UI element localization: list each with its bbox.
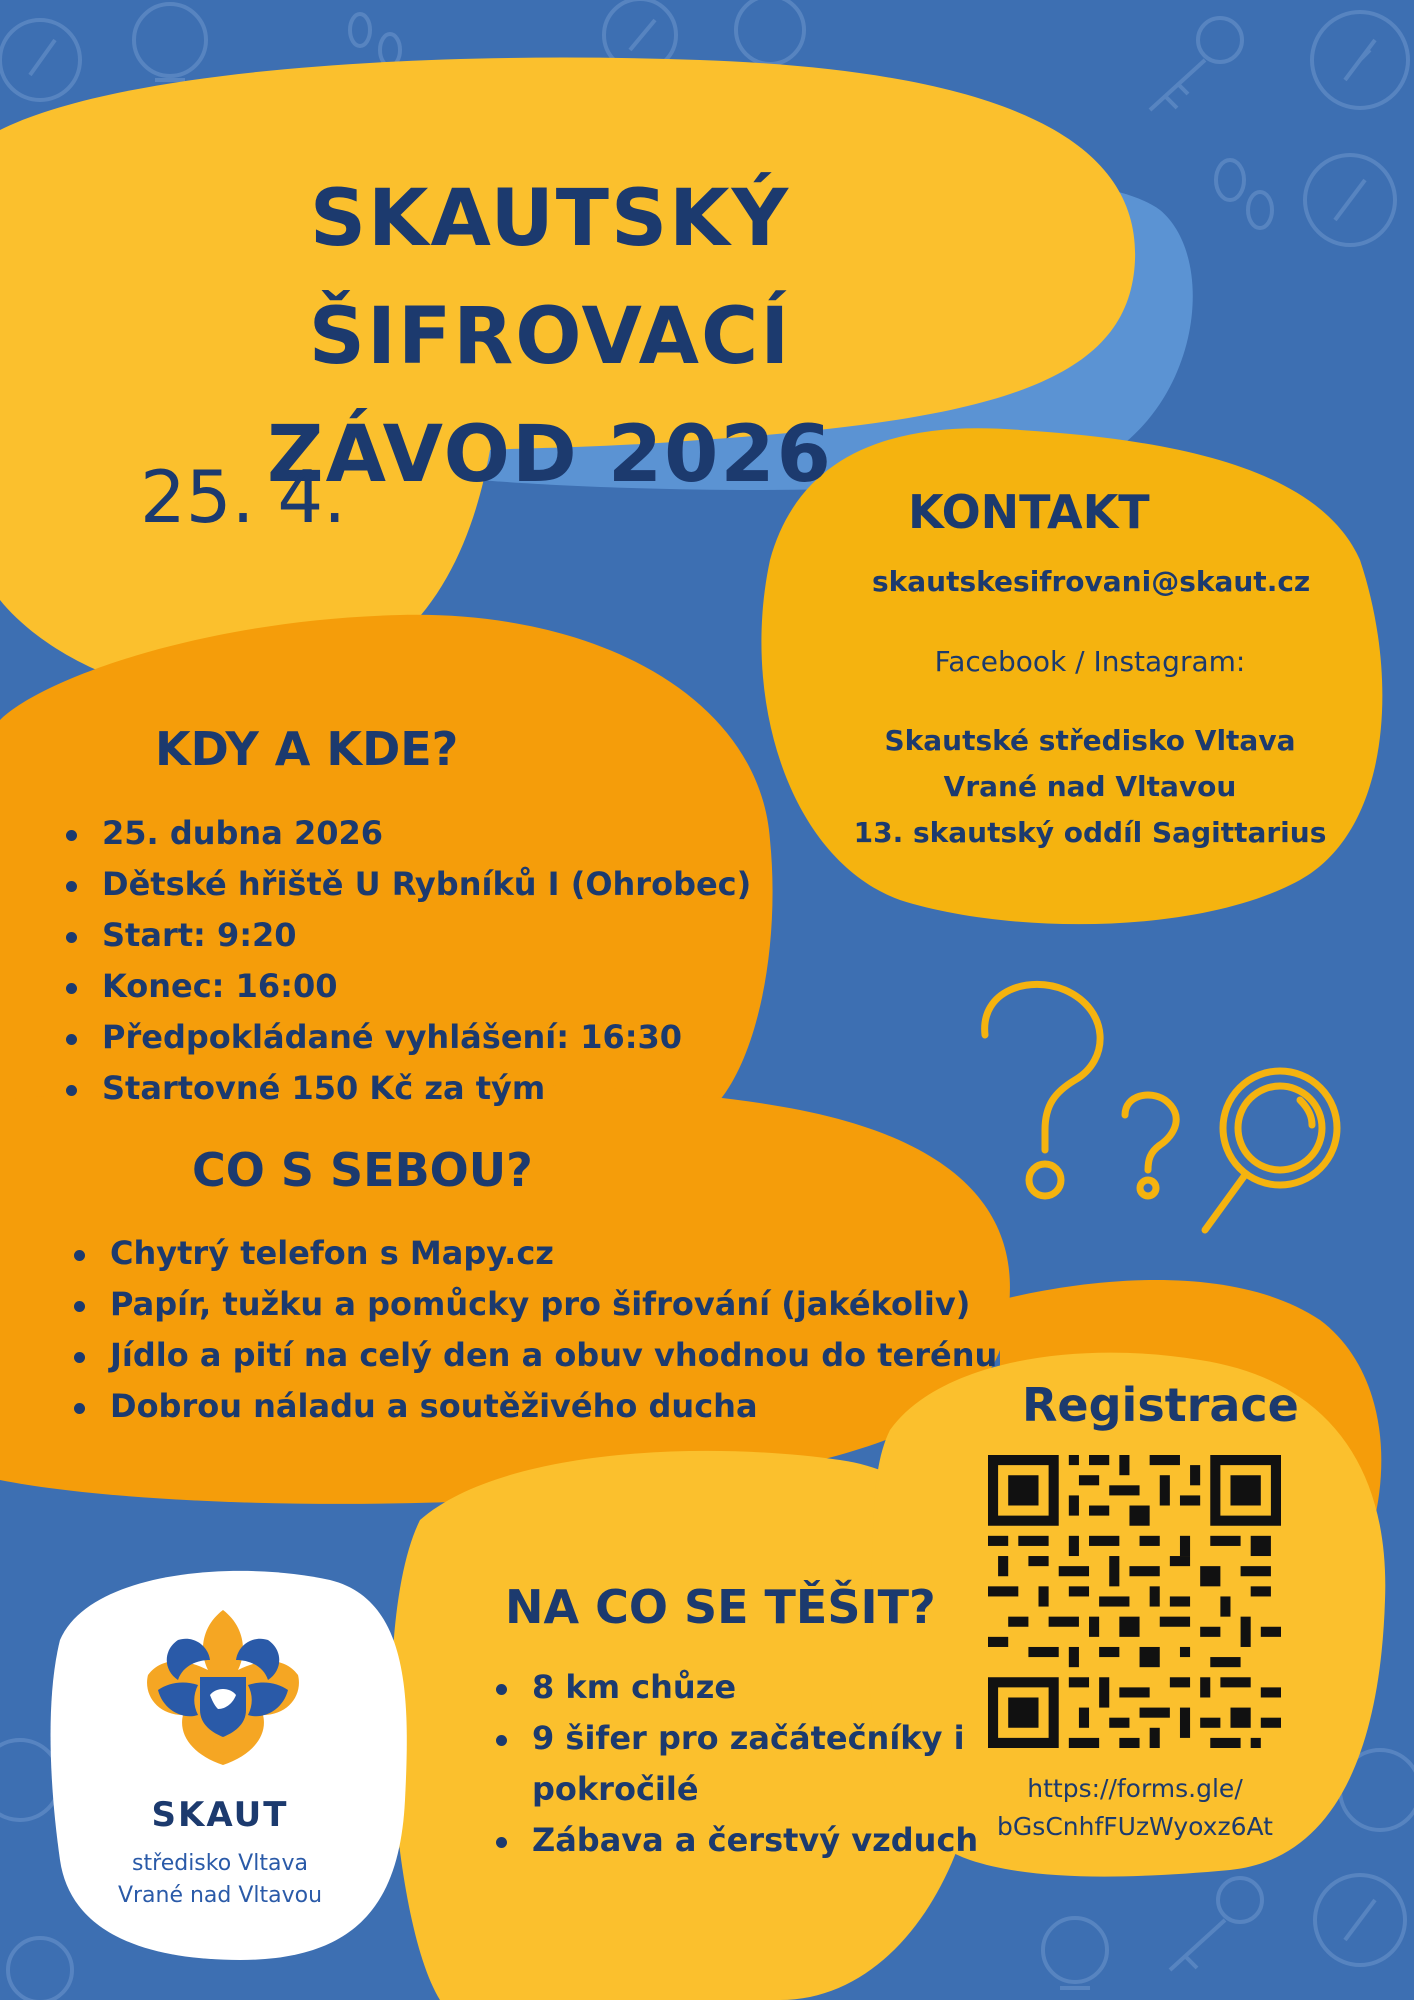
bring-list — [70, 1228, 997, 1432]
contact-heading: KONTAKT — [908, 485, 1150, 539]
question-mark-icon — [985, 984, 1100, 1196]
logo-subtitle-line-2: Vrané nad Vltavou — [117, 1883, 323, 1908]
question-mark-icon — [1125, 1095, 1176, 1196]
contact-email[interactable]: skautskesifrovani@skaut.cz — [872, 565, 1311, 598]
list-item: Konec: 16:00 — [62, 961, 751, 1012]
looking-forward-list — [492, 1662, 978, 1866]
contact-line: Vrané nad Vltavou — [943, 770, 1237, 803]
list-item: Zábava a čerstvý vzduch — [492, 1815, 978, 1866]
contact-lines — [820, 718, 1360, 856]
registration-heading: Registrace — [1022, 1378, 1299, 1432]
list-item: Startovné 150 Kč za tým — [62, 1063, 751, 1114]
contact-line: Skautské středisko Vltava — [884, 724, 1296, 757]
when-where-list — [62, 808, 751, 1114]
list-item: Papír, tužku a pomůcky pro šifrování (jakékoliv) — [70, 1279, 997, 1330]
magnifier-icon — [1205, 1071, 1337, 1230]
registration-url-line-1[interactable]: https://forms.gle/ — [1027, 1774, 1243, 1803]
registration-url[interactable] — [970, 1770, 1300, 1846]
title-line-2: ZÁVOD 2026 — [267, 410, 833, 500]
list-item-continued: pokročilé — [532, 1770, 699, 1808]
list-item: 9 šifer pro začátečníky i — [492, 1713, 978, 1764]
list-item: 8 km chůze — [492, 1662, 978, 1713]
list-item: Jídlo a pití na celý den a obuv vhodnou do terénu — [70, 1330, 997, 1381]
event-date: 25. 4. — [140, 455, 347, 539]
qr-code[interactable] — [988, 1455, 1281, 1748]
looking-forward-heading: NA CO SE TĚŠIT? — [505, 1580, 936, 1634]
when-where-heading: KDY A KDE? — [155, 722, 459, 776]
contact-line: 13. skautský oddíl Sagittarius — [853, 816, 1327, 849]
contact-social-label: Facebook / Instagram: — [934, 645, 1246, 678]
registration-url-line-2[interactable]: bGsCnhfFUzWyoxz6At — [997, 1812, 1273, 1841]
list-item: Předpokládané vyhlášení: 16:30 — [62, 1012, 751, 1063]
bring-heading: CO S SEBOU? — [192, 1143, 533, 1197]
logo-subtitle — [60, 1848, 380, 1912]
logo-subtitle-line-1: středisko Vltava — [132, 1851, 308, 1876]
list-item: Chytrý telefon s Mapy.cz — [70, 1228, 997, 1279]
logo-name: SKAUT — [151, 1795, 289, 1835]
list-item: 25. dubna 2026 — [62, 808, 751, 859]
list-item: Start: 9:20 — [62, 910, 751, 961]
list-item: Dobrou náladu a soutěživého ducha — [70, 1381, 997, 1432]
skaut-logo-emblem — [138, 1605, 308, 1775]
list-item: Dětské hřiště U Rybníků I (Ohrobec) — [62, 859, 751, 910]
title-line-1: SKAUTSKÝ ŠIFROVACÍ — [308, 174, 792, 382]
